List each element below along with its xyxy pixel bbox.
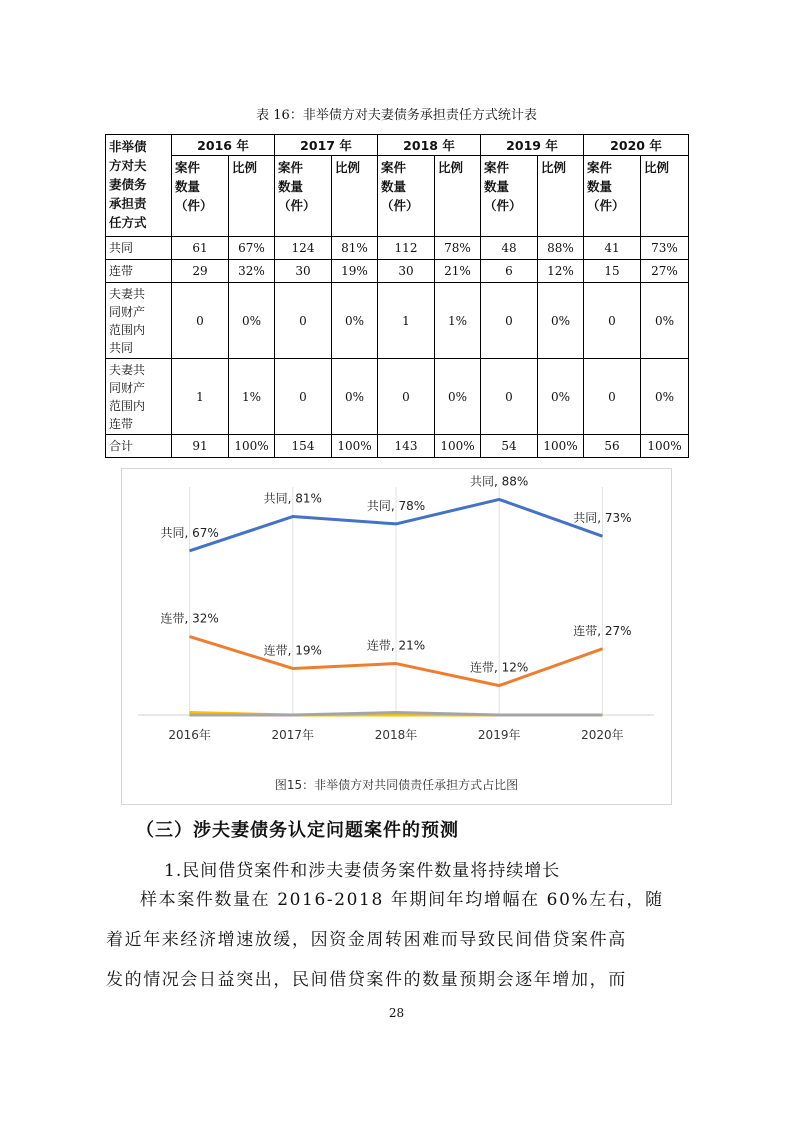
data-label: 连带, 21%: [366, 638, 426, 653]
ratio-cell: 100%: [641, 435, 689, 458]
year-header-2020: 2020 年: [584, 135, 689, 156]
ratio-cell: 0%: [229, 283, 275, 359]
ratio-cell: 100%: [332, 435, 378, 458]
row-label: 连带: [106, 260, 172, 283]
chart-frame: [121, 468, 672, 805]
data-point: [292, 516, 293, 517]
count-cell: 1: [378, 283, 435, 359]
x-tick-label: 2016年: [168, 728, 211, 742]
ratio-cell: 27%: [641, 260, 689, 283]
data-label: 连带, 27%: [573, 623, 632, 638]
year-header-2017: 2017 年: [275, 135, 378, 156]
count-cell: 56: [584, 435, 641, 458]
count-header: 案件 数量 （件）: [172, 156, 229, 237]
table-row: [106, 260, 689, 283]
data-point: [189, 550, 190, 551]
x-tick-label: 2020年: [581, 728, 624, 742]
count-header: 案件 数量 （件）: [481, 156, 538, 237]
data-point: [292, 668, 293, 669]
chart-title: 图15：非举债方对共同债责任承担方式占比图: [274, 778, 519, 792]
ratio-cell: 12%: [538, 260, 584, 283]
count-cell: 6: [481, 260, 538, 283]
x-tick-label: 2017年: [271, 728, 315, 742]
year-header-2019: 2019 年: [481, 135, 584, 156]
ratio-cell: 0%: [435, 359, 481, 435]
data-label: 连带, 19%: [263, 643, 322, 658]
ratio-cell: 1%: [229, 359, 275, 435]
count-cell: 0: [275, 359, 332, 435]
table-caption: 表 16：非举债方对夫妻债务承担责任方式统计表: [256, 108, 537, 123]
ratio-cell: 0%: [332, 283, 378, 359]
ratio-header: 比例: [538, 156, 584, 237]
data-point: [499, 499, 500, 500]
x-tick-label: 2018年: [374, 728, 418, 742]
ratio-cell: 0%: [538, 283, 584, 359]
ratio-cell: 100%: [538, 435, 584, 458]
year-header-2018: 2018 年: [378, 135, 481, 156]
count-header: 案件 数量 （件）: [584, 156, 641, 237]
page-number: 28: [388, 1006, 405, 1020]
data-point: [396, 663, 397, 664]
ratio-cell: 100%: [229, 435, 275, 458]
data-label: 共同, 78%: [366, 498, 426, 513]
count-cell: 30: [378, 260, 435, 283]
ratio-cell: 78%: [435, 237, 481, 260]
table-row: [106, 237, 689, 260]
data-point: [602, 536, 603, 537]
liability-table: [105, 134, 689, 458]
data-point: [499, 685, 500, 686]
body-line-1: 样本案件数量在 2016-2018 年期间年均增幅在 60%左右，随: [140, 890, 664, 910]
row-label: 共同: [106, 237, 172, 260]
count-cell: 124: [275, 237, 332, 260]
data-point: [602, 648, 603, 649]
x-tick-label: 2019年: [477, 728, 521, 742]
ratio-cell: 100%: [435, 435, 481, 458]
row-label: 合计: [106, 435, 172, 458]
row-label: 夫妻共 同财产 范围内 连带: [106, 359, 172, 435]
corner-header: 非举债 方对夫 妻债务 承担责 任方式: [106, 135, 172, 237]
year-header-2016: 2016 年: [172, 135, 275, 156]
count-cell: 91: [172, 435, 229, 458]
ratio-cell: 1%: [435, 283, 481, 359]
ratio-cell: 0%: [641, 283, 689, 359]
ratio-header: 比例: [435, 156, 481, 237]
data-point: [292, 715, 293, 716]
count-cell: 0: [584, 283, 641, 359]
ratio-cell: 88%: [538, 237, 584, 260]
count-cell: 0: [481, 283, 538, 359]
count-cell: 112: [378, 237, 435, 260]
count-cell: 48: [481, 237, 538, 260]
ratio-cell: 0%: [641, 359, 689, 435]
ratio-cell: 21%: [435, 260, 481, 283]
data-point: [396, 715, 397, 716]
count-cell: 0: [172, 283, 229, 359]
sub-heading: 1.民间借贷案件和涉夫妻债务案件数量将持续增长: [164, 861, 561, 881]
section-heading: （三）涉夫妻债务认定问题案件的预测: [136, 820, 459, 841]
data-point: [396, 523, 397, 524]
count-cell: 41: [584, 237, 641, 260]
data-point: [189, 712, 190, 713]
ratio-cell: 0%: [332, 359, 378, 435]
data-label: 连带, 32%: [160, 611, 219, 626]
count-cell: 29: [172, 260, 229, 283]
data-point: [189, 715, 190, 716]
data-label: 连带, 12%: [470, 660, 529, 675]
ratio-cell: 32%: [229, 260, 275, 283]
count-cell: 30: [275, 260, 332, 283]
count-cell: 0: [275, 283, 332, 359]
ratio-cell: 19%: [332, 260, 378, 283]
data-point: [396, 712, 397, 713]
line-chart: [122, 469, 673, 806]
ratio-cell: 81%: [332, 237, 378, 260]
data-label: 共同, 67%: [160, 525, 219, 540]
ratio-cell: 67%: [229, 237, 275, 260]
body-line-2: 着近年来经济增速放缓，因资金周转困难而导致民间借贷案件高: [106, 930, 627, 950]
count-cell: 0: [481, 359, 538, 435]
data-point: [602, 715, 603, 716]
table-row: [106, 359, 689, 435]
ratio-header: 比例: [332, 156, 378, 237]
count-cell: 61: [172, 237, 229, 260]
ratio-header: 比例: [229, 156, 275, 237]
count-cell: 54: [481, 435, 538, 458]
ratio-header: 比例: [641, 156, 689, 237]
data-point: [499, 715, 500, 716]
count-cell: 0: [584, 359, 641, 435]
data-label: 共同, 73%: [573, 511, 632, 526]
count-header: 案件 数量 （件）: [275, 156, 332, 237]
data-point: [189, 636, 190, 637]
count-cell: 1: [172, 359, 229, 435]
row-label: 夫妻共 同财产 范围内 共同: [106, 283, 172, 359]
ratio-cell: 73%: [641, 237, 689, 260]
count-cell: 0: [378, 359, 435, 435]
count-cell: 15: [584, 260, 641, 283]
body-line-3: 发的情况会日益突出，民间借贷案件的数量预期会逐年增加，而: [106, 970, 627, 990]
count-header: 案件 数量 （件）: [378, 156, 435, 237]
data-label: 共同, 88%: [470, 474, 529, 489]
count-cell: 154: [275, 435, 332, 458]
table-row: [106, 283, 689, 359]
table-row: [106, 435, 689, 458]
data-label: 共同, 81%: [263, 491, 322, 506]
count-cell: 143: [378, 435, 435, 458]
ratio-cell: 0%: [538, 359, 584, 435]
